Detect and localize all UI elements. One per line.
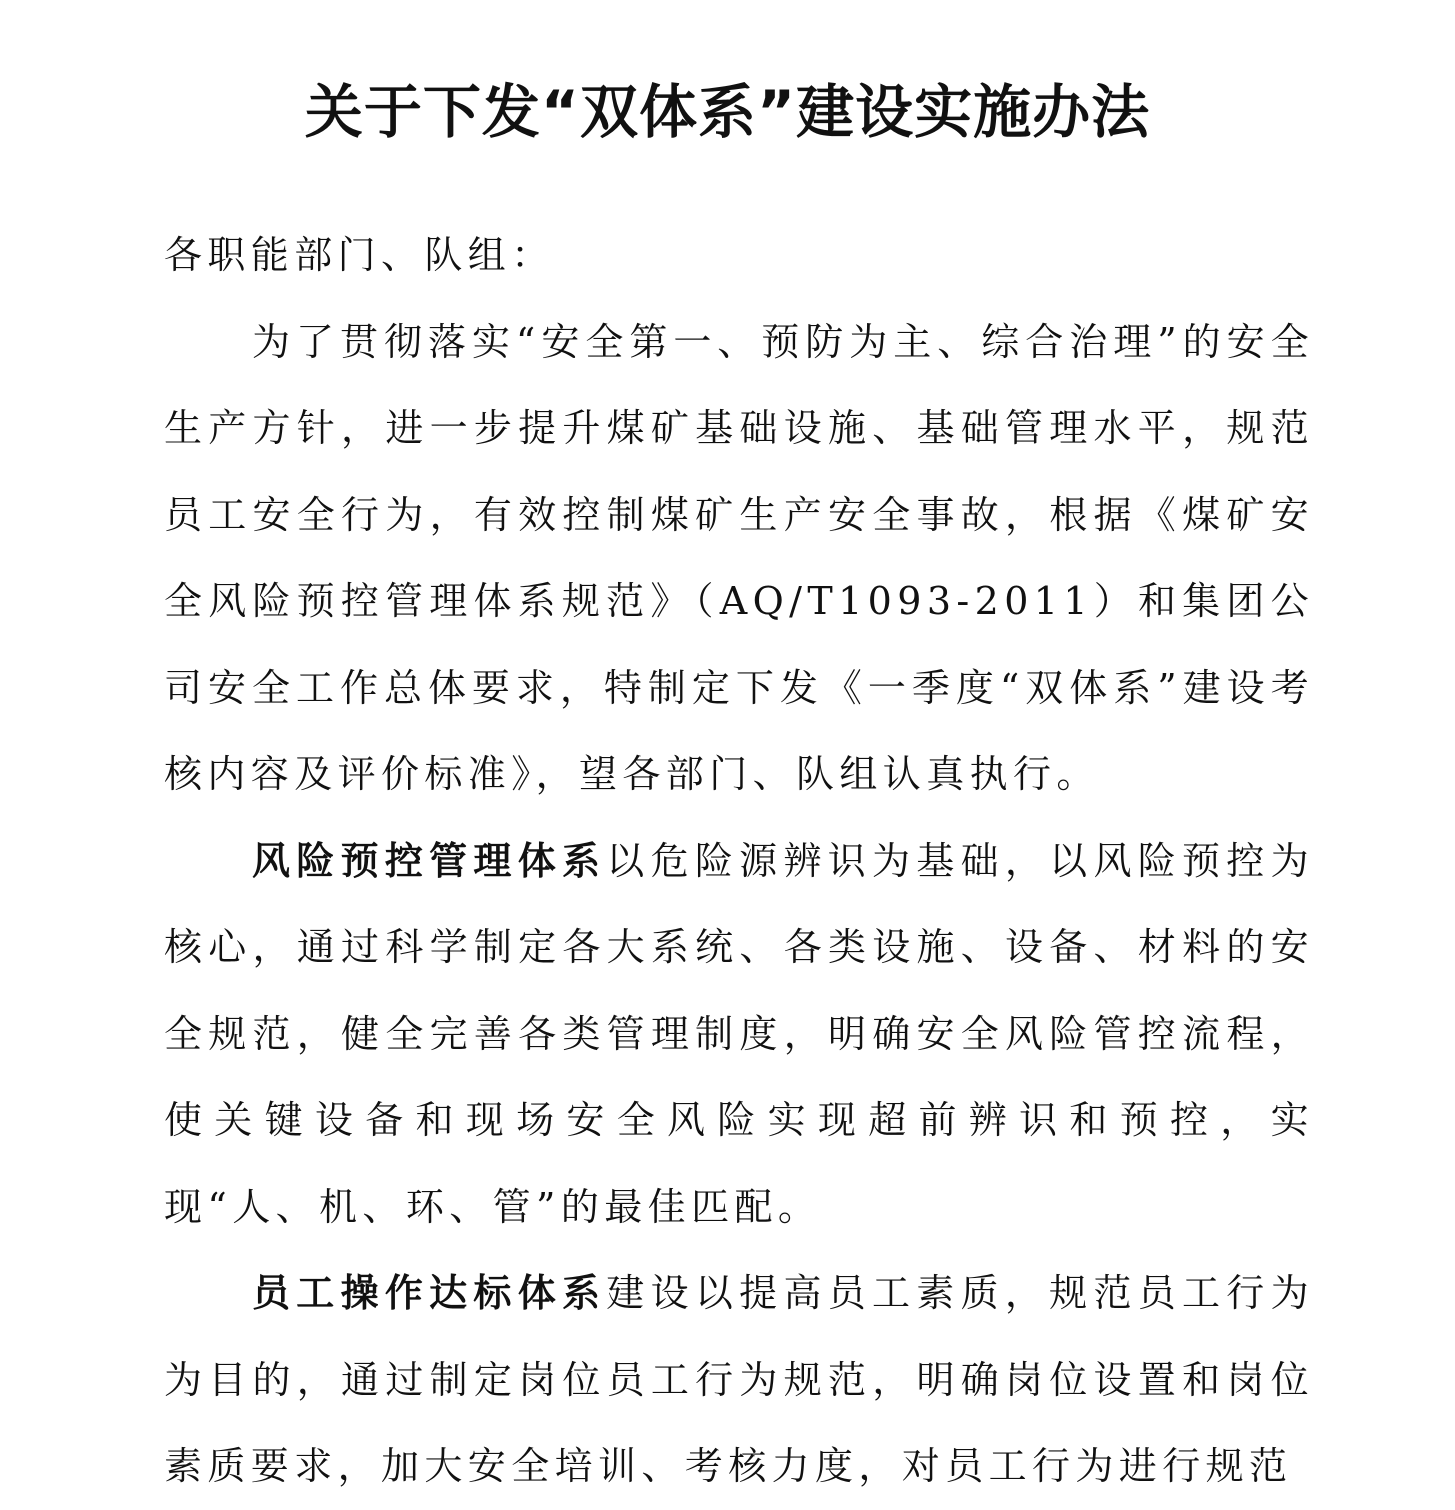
paragraph-operation-standard [164,1250,1314,1510]
paragraph-risk-control-text: 以危险源辨识为基础，以风险预控为核心，通过科学制定各大系统、各类设施、设备、材料的安全规范，健全完善各类管理制度，明确安全风险管控流程，使关键设备和现场安全风险实现超前辨识和预控，实现“人、机、环、管”的最佳匹配。 [164,838,1314,1229]
paragraph-operation-standard-heading: 员工操作达标体系 [252,1271,607,1315]
paragraph-intro [164,299,1314,818]
paragraph-operation-standard-text: 建设以提高员工素质，规范员工行为为目的，通过制定岗位员工行为规范，明确岗位设置和岗位素质要求，加大安全培训、考核力度，对员工行为进行规范 [164,1271,1314,1488]
document-body [164,212,1314,1510]
salutation: 各职能部门、队组： [164,233,555,277]
paragraph-risk-control [164,818,1314,1251]
paragraph-risk-control-heading: 风险预控管理体系 [252,838,607,883]
document-title: 关于下发“双体系”建设实施办法 [304,78,1151,146]
paragraph-intro-text: 为了贯彻落实“安全第一、预防为主、综合治理”的安全生产方针，进一步提升煤矿基础设施、基础管理水平，规范员工安全行为，有效控制煤矿生产安全事故，根据《煤矿安全风险预控管理体系规范》（AQ/T1093-2011）和集团公司安全工作总体要求，特制定下发《一季度“双体系”建设考核内容及评价标准》，望各部门、队组认真执行。 [164,319,1314,796]
